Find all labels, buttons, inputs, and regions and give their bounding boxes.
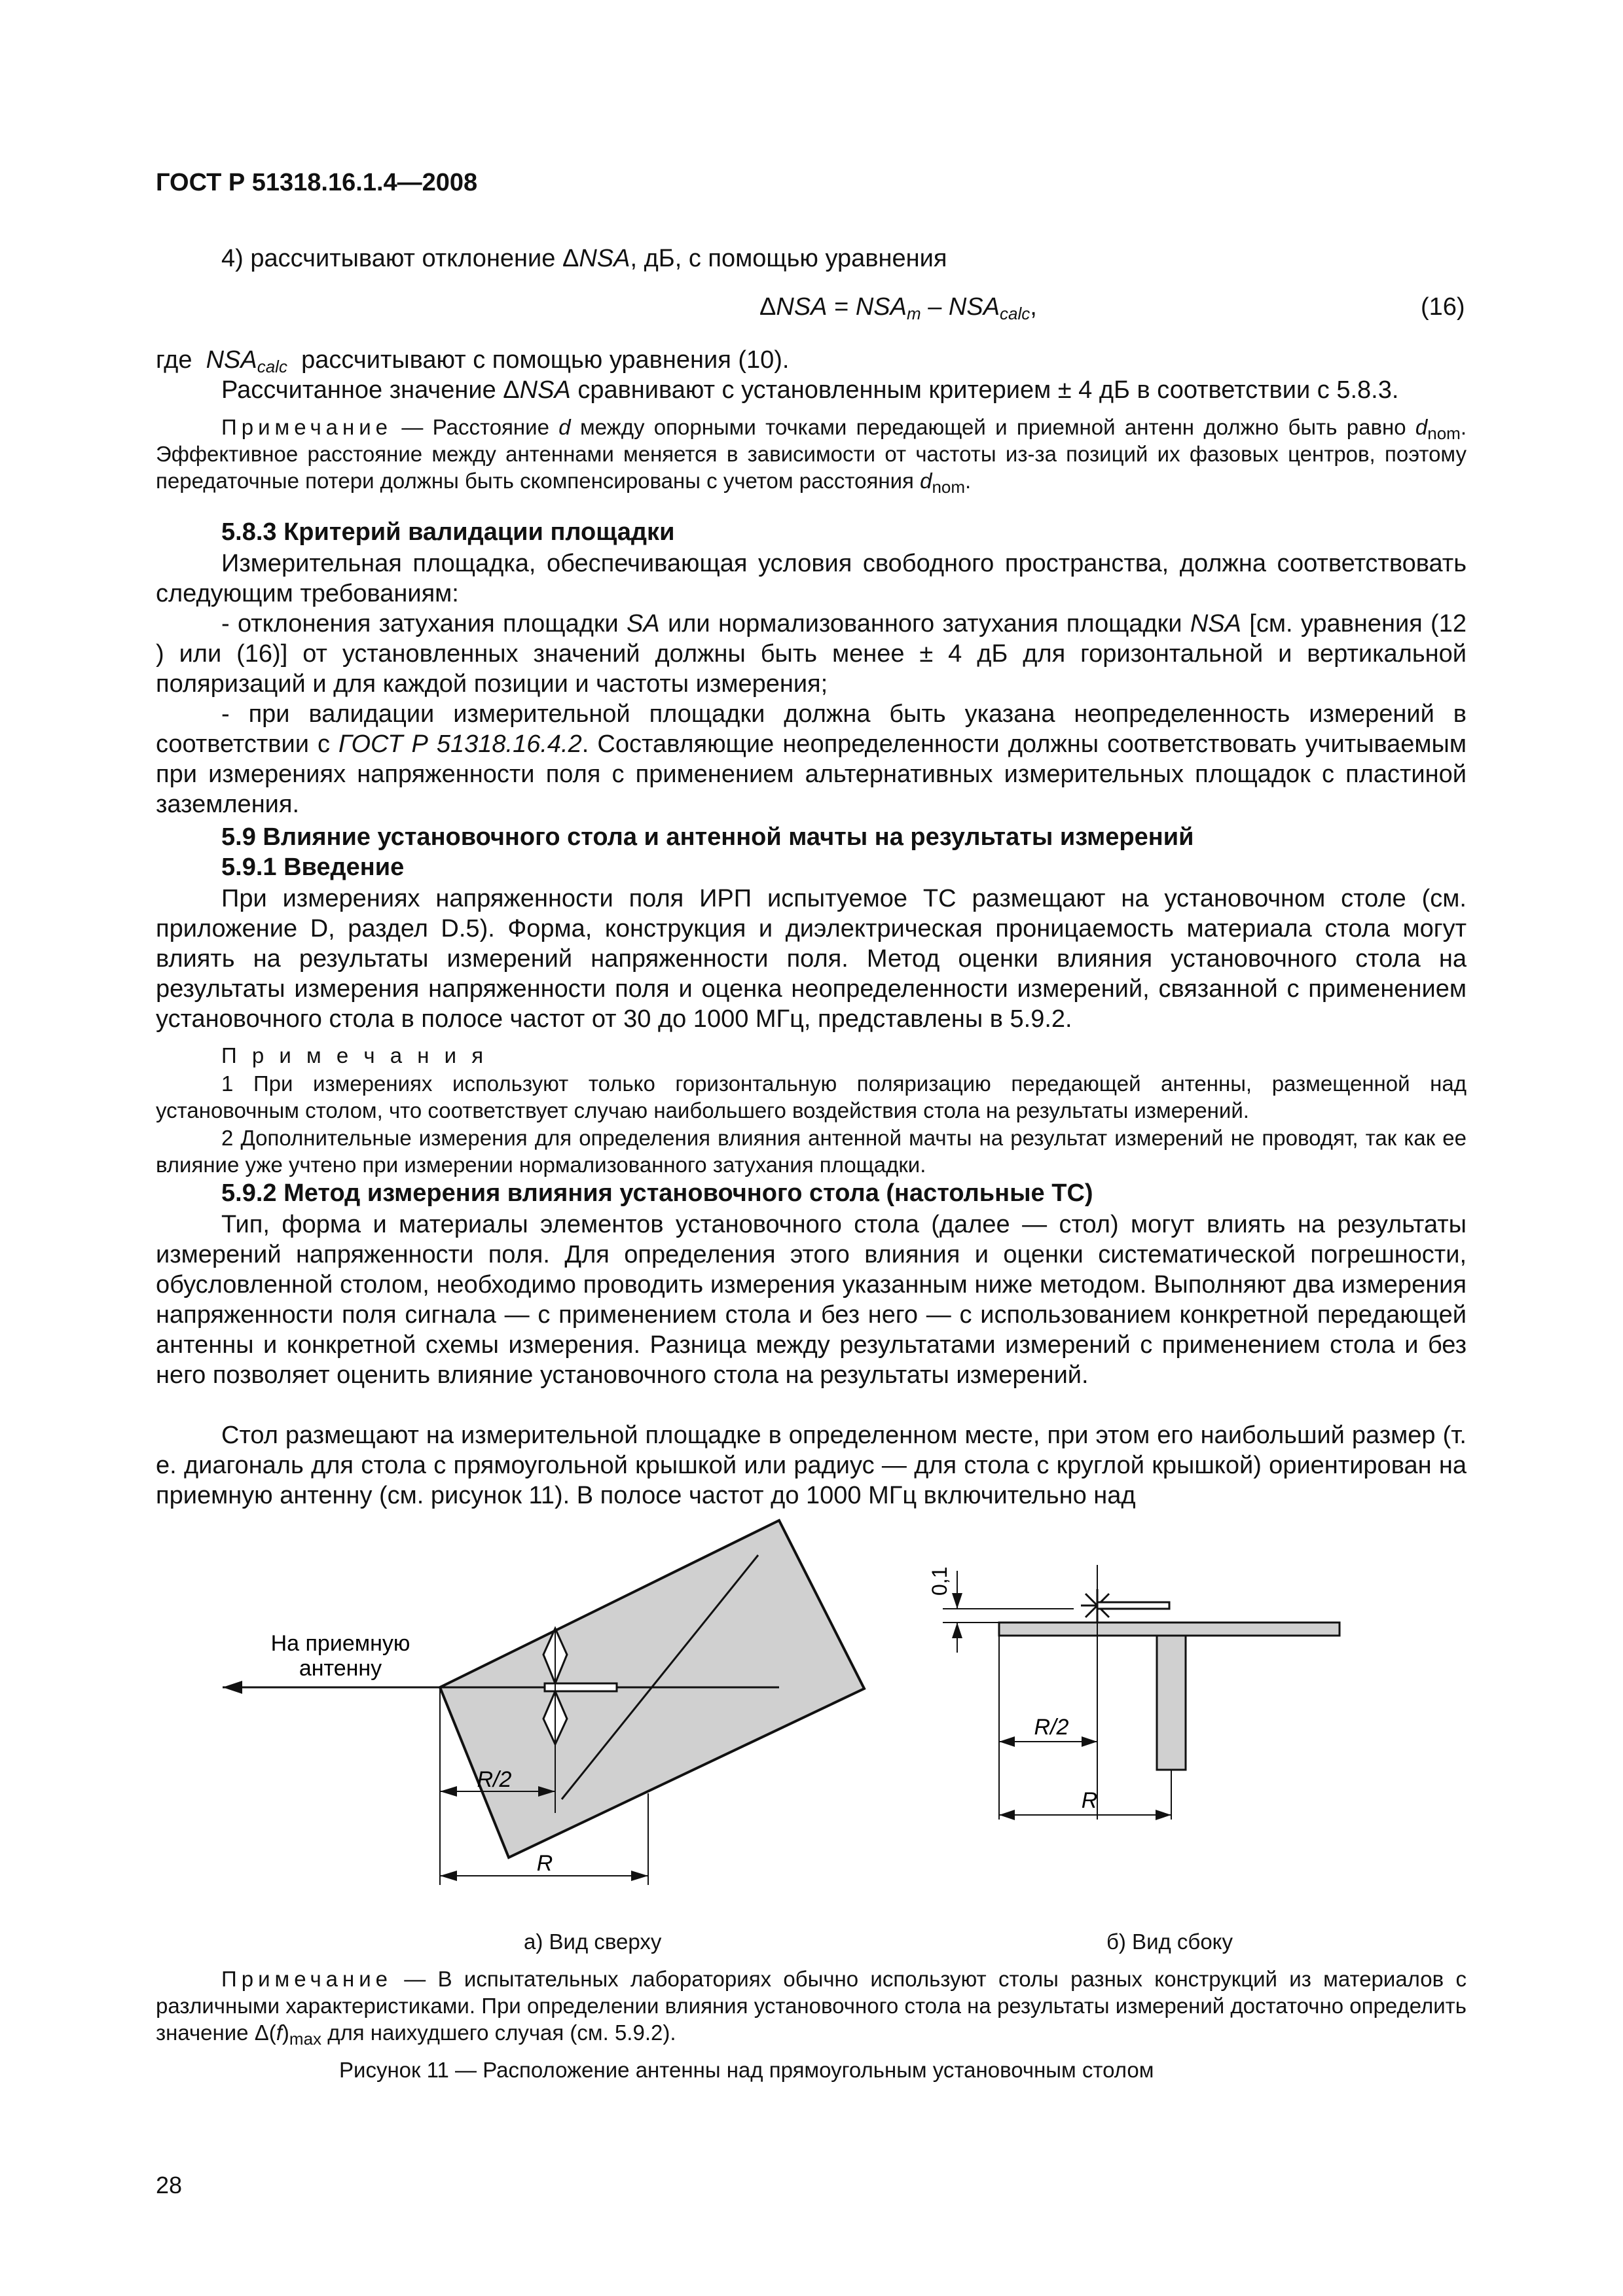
table-leg <box>1157 1636 1186 1770</box>
figure-title: Рисунок 11 — Расположение антенны над прямоугольным установочным столом <box>339 2058 1154 2082</box>
compare-text: Рассчитанное значение ΔNSA сравнивают с установленным критерием ± 4 дБ в соответствии с 5.8.3. <box>221 376 1399 404</box>
section-5-9-2-p1: Тип, форма и материалы элементов установочного стола (далее — стол) могут влиять на результаты измерений напряженности поля. Для определения этого влияния и оценки систематической погрешности, обусловленной столом, необходимо проводить измерения указанным ниже методом. Выполняют два измерения напряженности поля сигнала — с применением стола и без него — с использованием конкретной передающей антенны и конкретной схемы измерения. Разница между результатами измерений с применением стола и без него позволяет оценить влияние установочного стола на результаты измерений. <box>156 1211 1467 1389</box>
note-1: 1 При измерениях используют только горизонтальную поляризацию передающей антенны, размещенной над установочным столом, что соответствует случаю наибольшего воздействия стола на результаты измерений. <box>156 1071 1467 1122</box>
note-2: 2 Дополнительные измерения для определения влияния антенной мачты на результат измерений не проводят, так как ее влияние уже учтено при измерении нормализованного затухания площадки. <box>156 1126 1467 1177</box>
caption-a: а) Вид сверху <box>524 1929 662 1954</box>
caption-b: б) Вид сбоку <box>1106 1929 1233 1954</box>
page-number: 28 <box>156 2172 183 2198</box>
notes-label: П р и м е ч а н и я <box>221 1043 488 1067</box>
section-5-9-2-title: 5.9.2 Метод измерения влияния установочного стола (настольные ТС) <box>221 1179 1093 1207</box>
label-r2-side: R/2 <box>1034 1715 1069 1740</box>
table-rectangle <box>440 1520 864 1857</box>
equation-16: $\Delta NSA = NSA_m - NSA_{calc}$, <box>759 293 1037 323</box>
section-5-9-title: 5.9 Влияние установочного стола и антенной мачты на результаты измерений <box>221 823 1194 851</box>
section-5-8-3-p3: - при валидации измерительной площадки должна быть указана неопределенность измерений в соответствии с ГОСТ Р 51318.16.4.2. Составляющие неопределенности должны соответствовать учитываемым при измерениях напряженности поля с применением альтернативных измерительных площадок с пластиной заземления. <box>156 700 1467 818</box>
label-r-side: R <box>1081 1788 1098 1813</box>
section-5-9-1-title: 5.9.1 Введение <box>221 853 405 881</box>
section-5-8-3-p2: - отклонения затухания площадки SA или нормализованного затухания площадки NSA [см. уравнения (12 ) или (16)] от установленных значений должны быть менее ± 4 дБ для горизонтальной и вертикальной поляризаций и для каждой позиции и частоты измерения; <box>156 610 1467 698</box>
section-5-9-2-p2: Стол размещают на измерительной площадке в определенном месте, при этом его наибольший размер (т. е. диагональ для стола с прямоугольной крышкой или радиус — для стола с круглой крышкой) ориентирован на приемную антенну (см. рисунок 11). В полосе частот до 1000 МГц включительно над <box>156 1422 1467 1509</box>
step-4-text: 4) рассчитывают отклонение ΔNSA, дБ, с помощью уравнения <box>221 245 947 272</box>
label-receive-antenna-2: антенну <box>299 1656 382 1681</box>
section-5-9-1-p1: При измерениях напряженности поля ИРП испытуемое ТС размещают на установочном столе (см. приложение D, раздел D.5). Форма, конструкция и диэлектрическая проницаемость материала стола могут влиять на результаты измерений напряженности поля. Метод оценки влияния установочного стола на результаты измерения напряженности поля и оценка неопределенности измерений, связанной с применением установочного стола в полосе частот от 30 до 1000 МГц, представлены в 5.9.2. <box>156 885 1467 1033</box>
where-text: где $NSA_{calc}$ рассчитывают с помощью уравнения (10). <box>156 346 790 376</box>
antenna-element-side <box>1097 1602 1169 1609</box>
section-5-8-3-title: 5.8.3 Критерий валидации площадки <box>221 518 675 546</box>
label-r-top: R <box>536 1851 553 1876</box>
arrow-to-receive-antenna <box>223 1681 242 1694</box>
table-top-side <box>999 1623 1340 1636</box>
label-0-1: 0,1 <box>928 1566 951 1596</box>
label-receive-antenna-1: На приемную <box>270 1631 410 1656</box>
figure-a-top-view <box>223 1520 864 1885</box>
figure-note: Примечание — В испытательных лабораториях обычно используют столы разных конструкций из материалов с различными характеристиками. При определении влияния установочного стола на результаты измерений достаточно определить значение $\Delta(f)_{max}$ для наихудшего случая (см. 5.9.2). <box>156 1967 1467 2049</box>
document-header: ГОСТ Р 51318.16.1.4—2008 <box>156 169 478 196</box>
figure-b-side-view <box>928 1565 1340 1820</box>
equation-16-number: (16) <box>1421 293 1465 321</box>
section-5-8-3-p1: Измерительная площадка, обеспечивающая условия свободного пространства, должна соответствовать следующим требованиям: <box>156 550 1467 607</box>
label-r2-top: R/2 <box>477 1767 512 1792</box>
note-distance: Примечание — Расстояние d между опорными точками передающей и приемной антенн должно быть равно $d_{nom}$. Эффективное расстояние между антеннами меняется в зависимости от частоты из-за позиций их фазовых центров, поэтому передаточные потери должны быть скомпенсированы с учетом расстояния $d_{nom}$. <box>156 415 1467 497</box>
